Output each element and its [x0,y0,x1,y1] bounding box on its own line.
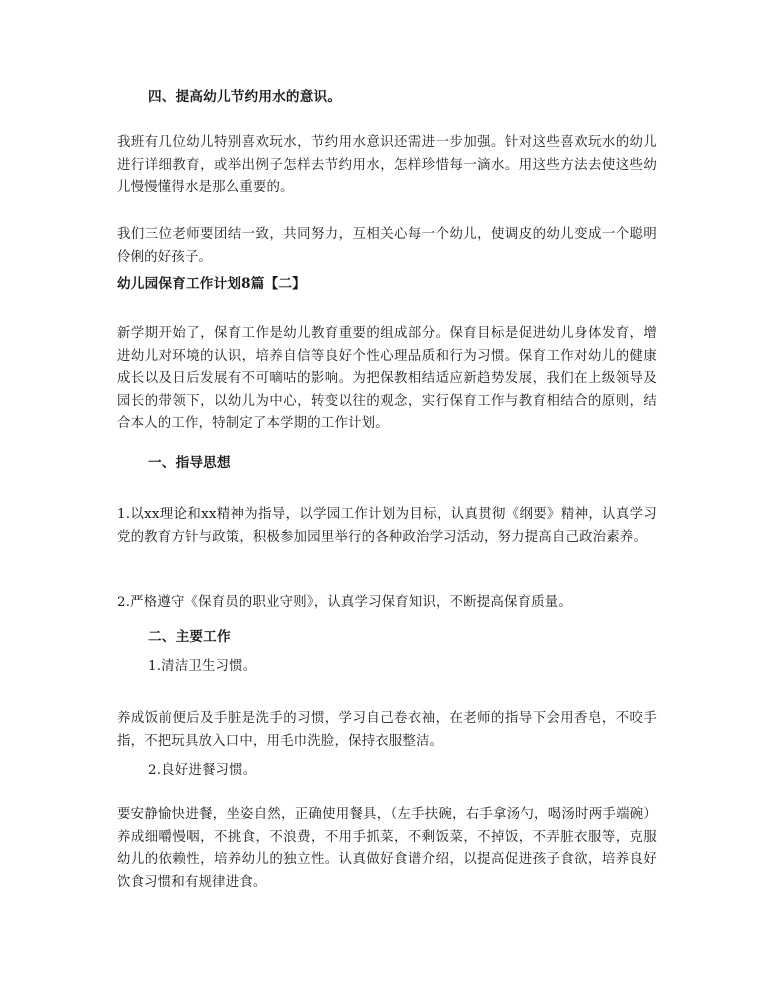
section4-paragraph: 我班有几位幼儿特别喜欢玩水，节约用水意识还需进一步加强。针对这些喜欢玩水的幼儿进行详细教育，或举出例子怎样去节约用水，怎样珍惜每一滴水。用这些方法去使这些幼儿慢慢懂得水是那么重要的。 [117,135,657,195]
guiding-item-2: 2.严格遵守《保育员的职业守则》，认真学习保育知识，不断提高保育质量。 [117,595,572,610]
plan2-title: 幼儿园保育工作计划8篇【二】 [117,276,306,292]
main-work-heading: 二、主要工作 [148,629,231,645]
hygiene-paragraph: 养成饭前便后及手脏是洗手的习惯，学习自己卷衣袖，在老师的指导下会用香皂，不咬手指，不把玩具放入口中，用毛巾洗脸，保持衣服整洁。 [117,711,657,749]
hygiene-heading: 1.清洁卫生习惯。 [148,659,257,674]
eating-heading: 2.良好进餐习惯。 [148,763,257,778]
guiding-heading: 一、指导思想 [148,455,231,471]
section4-heading: 四、提高幼儿节约用水的意识。 [148,89,342,105]
plan2-intro-paragraph: 新学期开始了，保育工作是幼儿教育重要的组成部分。保育目标是促进幼儿身体发育，增进幼儿对环境的认识，培养自信等良好个性心理品质和行为习惯。保育工作对幼儿的健康成长以及日后发展有不可嘀咕的影响。为把保教相结适应新趋势发展，我们在上级领导及园长的带领下，以幼儿为中心，转变以往的观念，实行保育工作与教育相结合的原则，结合本人的工作，特制定了本学期的工作计划。 [117,326,657,431]
guiding-item-1: 1.以xx理论和xx精神为指导，以学园工作计划为目标，认真贯彻《纲要》精神，认真学习党的教育方针与政策，积极参加园里举行的各种政治学习活动，努力提高自己政治素养。 [117,507,657,545]
closing-paragraph: 我们三位老师要团结一致，共同努力，互相关心每一个幼儿，使调皮的幼儿变成一个聪明伶俐的好孩子。 [117,227,657,265]
eating-paragraph: 要安静愉快进餐，坐姿自然，正确使用餐具，（左手扶碗，右手拿汤勺，喝汤时两手端碗）养成细嚼慢咽，不挑食，不浪费，不用手抓菜，不剩饭菜，不掉饭，不弄脏衣服等，克服幼儿的依赖性，培养幼儿的独立性。认真做好食谱介绍，以提高促进孩子食欲，培养良好饮食习惯和有规律进食。 [117,807,657,890]
